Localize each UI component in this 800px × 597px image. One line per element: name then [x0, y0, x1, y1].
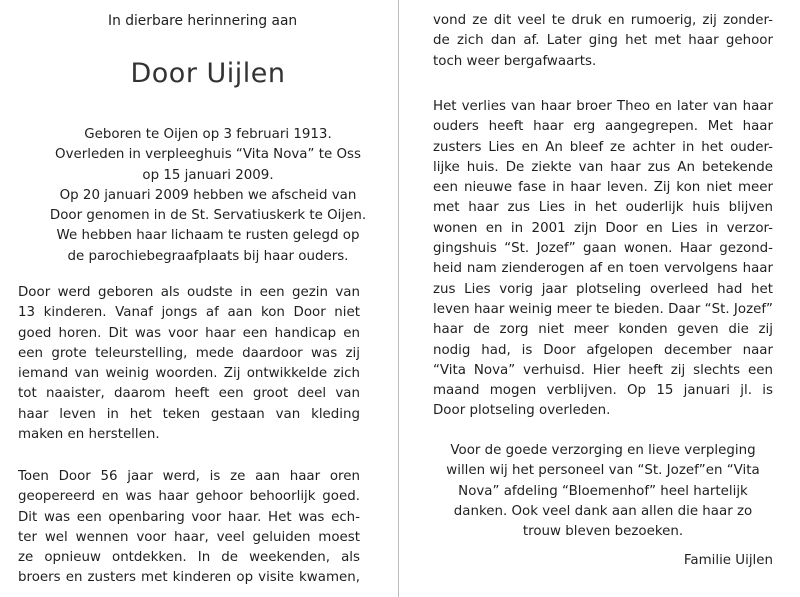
- paragraph-later-life: [433, 97, 773, 422]
- paragraph-childhood: [18, 283, 360, 445]
- signature: Familie Uijlen: [683, 553, 773, 568]
- text-line: vond ze dit veel te druk en rumoerig, zij zonder-: [433, 13, 773, 28]
- text-line: gingshuis “St. Jozef” gaan wonen. Haar gezond-: [433, 241, 773, 257]
- text-line: Toen Door 56 jaar werd, is ze aan haar oren: [18, 469, 360, 484]
- text-line: Het verlies van haar broer Theo en later van haar: [433, 99, 773, 114]
- biography-line: de parochiebegraafplaats bij haar ouders.: [67, 248, 349, 264]
- text-line: heid nam zienderogen af en toen vervolgens haar: [433, 261, 773, 277]
- biography-line: Op 20 januari 2009 hebben we afscheid van: [59, 187, 357, 203]
- text-line: 13 kinderen. Vanaf jongs af aan kon Door niet: [18, 305, 360, 321]
- thanks-line: trouw bleven bezoeken.: [522, 524, 684, 540]
- thanks-line: Nova” afdeling “Bloemenhof” heel hartelijk: [458, 483, 748, 499]
- column-divider: [398, 0, 399, 597]
- biography-line: Overleden in verpleeghuis “Vita Nova” te Oss: [55, 147, 361, 163]
- text-line: Door werd geboren als oudste in een gezin van: [18, 285, 360, 300]
- text-line: haar leven in het teken gestaan van kleding: [18, 406, 360, 422]
- biography-line: Door genomen in de St. Servatiuskerk te Oijen.: [49, 208, 367, 224]
- text-line: Door plotseling overleden.: [433, 403, 611, 419]
- text-line: ze opnieuw ontdekken. In de weekenden, als: [18, 550, 360, 566]
- thanks-line: danken. Ook veel dank aan allen die haar zo: [453, 503, 753, 519]
- text-line: een nieuwe fase in haar leven. Zij kon niet meer: [433, 180, 773, 196]
- text-line: zus Lies vorig jaar plotseling overleed had het: [433, 281, 773, 297]
- text-line: de zich dan af. Later ging het met haar gehoor: [433, 33, 773, 49]
- thanks-block: [433, 441, 773, 542]
- thanks-line: willen wij het personeel van “St. Jozef”en “Vita: [446, 463, 760, 479]
- text-line: lijke huis. De ziekte van haar zus An betekende: [433, 159, 773, 175]
- text-line: tot naaister, daarom heeft een groot deel van: [18, 386, 360, 402]
- text-line: “Vita Nova” verhuisd. Hier heeft zij slechts een: [433, 362, 773, 378]
- biography-line: op 15 januari 2009.: [142, 167, 274, 183]
- text-line: ouders heeft haar erg aangegrepen. Met haar: [433, 119, 773, 135]
- text-line: wonen en in 2001 zijn Door en Lies in verzor-: [433, 220, 773, 236]
- text-line: met haar zus Lies in het ouderlijk huis blijven: [433, 200, 773, 216]
- text-line: zusters Lies en An bleef ze achter in het ouder-: [433, 139, 773, 155]
- text-line: geopereerd en was haar gehoor behoorlijk goed.: [18, 489, 360, 505]
- intro-text: In dierbare herinnering aan: [108, 13, 298, 29]
- text-line: leven haar weinig meer te bieden. Daar “St. Jozef”: [433, 301, 773, 317]
- text-line: goed horen. Dit was voor haar een handicap en: [18, 325, 360, 341]
- text-line: maken en herstellen.: [18, 427, 160, 443]
- biography-line: We hebben haar lichaam te rusten gelegd op: [56, 228, 360, 244]
- text-line: maand mogen verblijven. Op 15 januari jl. is: [433, 383, 773, 399]
- text-line: ter wel wennen voor haar, veel geluiden moest: [18, 529, 360, 545]
- text-line: een grote teleurstelling, mede daardoor was zij: [18, 345, 360, 361]
- paragraph-hearing: [18, 467, 360, 589]
- text-line: haar de zorg niet meer konden geven die zij: [433, 322, 773, 338]
- text-line: Dit was een openbaring voor haar. Het was ech-: [18, 509, 360, 525]
- text-line: nodig had, is Door afgelopen december naar: [433, 342, 773, 358]
- text-line: iemand van weinig woorden. Zij ontwikkelde zich: [18, 366, 360, 382]
- thanks-line: Voor de goede verzorging en lieve verpleging: [450, 443, 756, 458]
- paragraph-hearing-continued: [433, 11, 773, 72]
- text-line: toch weer bergafwaarts.: [433, 53, 597, 69]
- biography-block: [18, 125, 398, 267]
- text-line: broers en zusters met kinderen op visite kwamen,: [18, 570, 360, 586]
- biography-line: Geboren te Oijen op 3 februari 1913.: [84, 127, 332, 142]
- deceased-name: Door Uijlen: [130, 58, 286, 89]
